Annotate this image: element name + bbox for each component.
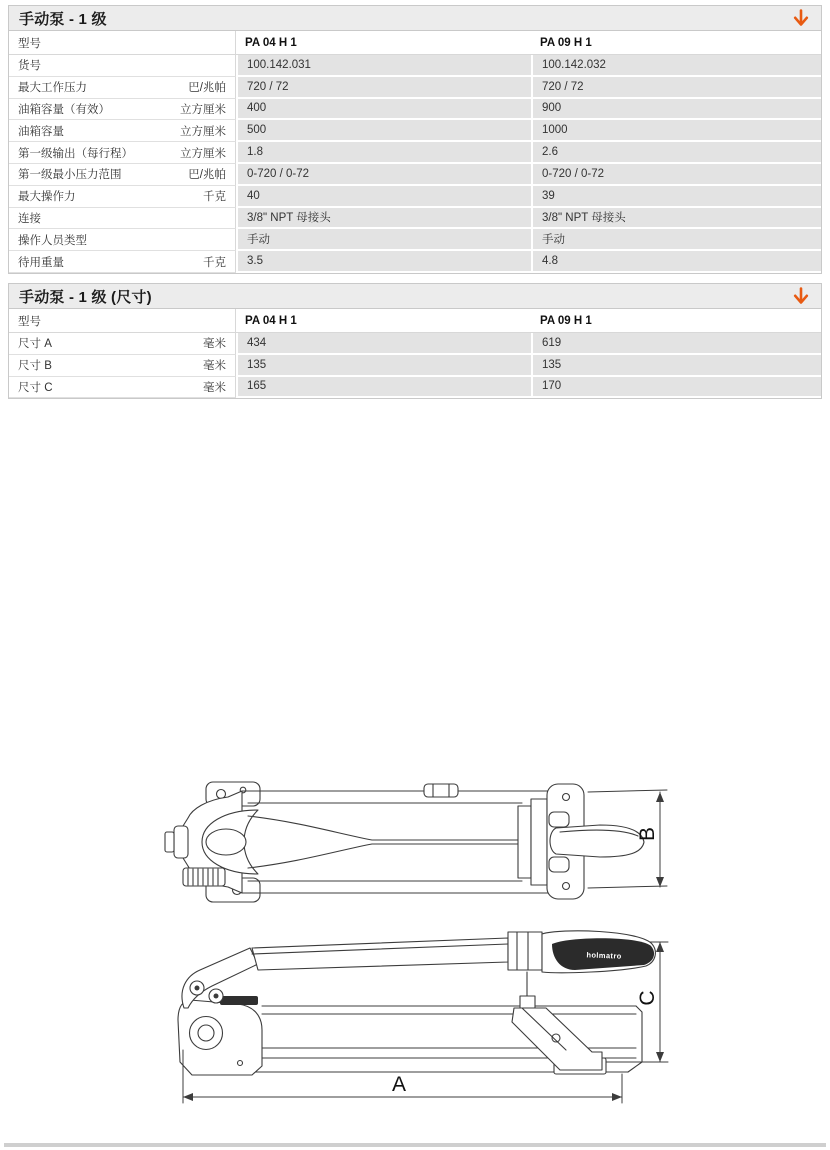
dimension-unit: 毫米	[203, 360, 226, 373]
spec-value-pa04h1: 1.8	[236, 142, 531, 164]
spec-label-cell	[9, 208, 236, 230]
spec-table-pump	[8, 5, 822, 274]
spec-label-cell	[9, 186, 236, 208]
spec-table-2	[9, 309, 821, 398]
spec-row	[9, 229, 821, 251]
brand-label: holmatro	[586, 950, 622, 961]
spec-row	[9, 208, 821, 230]
dimension-label-cell	[9, 333, 236, 355]
spec-label-cell	[9, 142, 236, 164]
spec-label: 待用重量	[18, 256, 64, 269]
page-bottom-bar	[4, 1143, 826, 1147]
spec-value-pa04h1: 720 / 72	[236, 77, 531, 99]
dimension-value-pa04h1: 165	[236, 377, 531, 399]
dimension-unit: 毫米	[203, 338, 226, 351]
spec-value-pa04h1: 0-720 / 0-72	[236, 164, 531, 186]
spec-label: 连接	[18, 212, 41, 225]
spec-label: 油箱容量（有效）	[18, 103, 110, 116]
dimension-label: 尺寸 C	[18, 381, 53, 394]
dimension-label-cell	[9, 377, 236, 399]
table1-title-bar	[9, 6, 821, 31]
spec-row	[9, 77, 821, 99]
spec-label: 油箱容量	[18, 125, 64, 138]
spec-label: 货号	[18, 60, 41, 73]
spec-unit: 巴/兆帕	[188, 169, 226, 182]
spec-value-pa04h1: 400	[236, 99, 531, 121]
spec-value-pa09h1: 手动	[531, 229, 821, 251]
dimension-row	[9, 333, 821, 355]
table2-body	[9, 333, 821, 398]
down-arrow-icon[interactable]	[793, 287, 809, 305]
spec-row	[9, 99, 821, 121]
spec-row	[9, 120, 821, 142]
spec-row	[9, 164, 821, 186]
dimension-value-pa04h1: 434	[236, 333, 531, 355]
header-row	[9, 31, 821, 55]
spec-unit: 立方厘米	[180, 147, 226, 160]
spec-table-dimensions	[8, 283, 822, 399]
spec-value-pa04h1: 3.5	[236, 251, 531, 273]
spec-value-pa04h1: 手动	[236, 229, 531, 251]
column-header-model: 型号	[9, 309, 236, 333]
table1-title: 手动泵 - 1 级	[19, 10, 107, 28]
dimension-value-pa04h1: 135	[236, 355, 531, 377]
spec-value-pa04h1: 100.142.031	[236, 55, 531, 77]
spec-value-pa09h1: 3/8" NPT 母接头	[531, 208, 821, 230]
spec-value-pa09h1: 100.142.032	[531, 55, 821, 77]
dim-label-b: B	[636, 826, 659, 842]
spec-label-cell	[9, 229, 236, 251]
column-header-pa09h1: PA 09 H 1	[531, 31, 821, 55]
dimension-value-pa09h1: 135	[531, 355, 821, 377]
column-header-pa04h1: PA 04 H 1	[236, 309, 531, 333]
spec-row	[9, 55, 821, 77]
table2-title-bar	[9, 284, 821, 309]
dimension-label-cell	[9, 355, 236, 377]
header-row	[9, 309, 821, 333]
spec-unit: 千克	[203, 191, 226, 204]
pump-top-view	[165, 782, 644, 902]
pump-dimension-drawing	[0, 750, 830, 1130]
spec-value-pa04h1: 40	[236, 186, 531, 208]
spec-value-pa09h1: 0-720 / 0-72	[531, 164, 821, 186]
dimension-unit: 毫米	[203, 381, 226, 394]
spec-value-pa09h1: 39	[531, 186, 821, 208]
spec-value-pa04h1: 3/8" NPT 母接头	[236, 208, 531, 230]
spec-label: 最大工作压力	[18, 82, 87, 95]
spec-label-cell	[9, 55, 236, 77]
column-header-pa04h1: PA 04 H 1	[236, 31, 531, 55]
spec-table-1	[9, 31, 821, 273]
dim-label-c: C	[636, 990, 659, 1006]
spec-value-pa09h1: 4.8	[531, 251, 821, 273]
dim-label-a: A	[391, 1073, 407, 1096]
spec-value-pa09h1: 900	[531, 99, 821, 121]
table1-body	[9, 55, 821, 273]
spec-value-pa04h1: 500	[236, 120, 531, 142]
column-header-pa09h1: PA 09 H 1	[531, 309, 821, 333]
spec-label-cell	[9, 120, 236, 142]
dimension-label: 尺寸 A	[18, 338, 52, 351]
spec-unit: 巴/兆帕	[188, 82, 226, 95]
dimension-label: 尺寸 B	[18, 360, 52, 373]
column-header-model: 型号	[9, 31, 236, 55]
spec-label-cell	[9, 164, 236, 186]
spec-label: 第一级输出（每行程）	[18, 147, 133, 160]
spec-row	[9, 142, 821, 164]
spec-unit: 立方厘米	[180, 103, 226, 116]
spec-label-cell	[9, 251, 236, 273]
dimension-value-pa09h1: 170	[531, 377, 821, 399]
spec-label-cell	[9, 99, 236, 121]
spec-label: 操作人员类型	[18, 234, 87, 247]
pump-side-view	[178, 931, 655, 1075]
spec-label-cell	[9, 77, 236, 99]
spec-value-pa09h1: 2.6	[531, 142, 821, 164]
spec-value-pa09h1: 1000	[531, 120, 821, 142]
dimension-row	[9, 355, 821, 377]
spec-row	[9, 251, 821, 273]
spec-unit: 立方厘米	[180, 125, 226, 138]
table2-title: 手动泵 - 1 级 (尺寸)	[19, 288, 152, 306]
dimension-value-pa09h1: 619	[531, 333, 821, 355]
dimension-row	[9, 377, 821, 399]
down-arrow-icon[interactable]	[793, 9, 809, 27]
spec-label: 第一级最小压力范围	[18, 169, 122, 182]
pump-drawing-svg	[0, 750, 830, 1130]
spec-row	[9, 186, 821, 208]
spec-unit: 千克	[203, 256, 226, 269]
spec-value-pa09h1: 720 / 72	[531, 77, 821, 99]
spec-label: 最大操作力	[18, 191, 76, 204]
